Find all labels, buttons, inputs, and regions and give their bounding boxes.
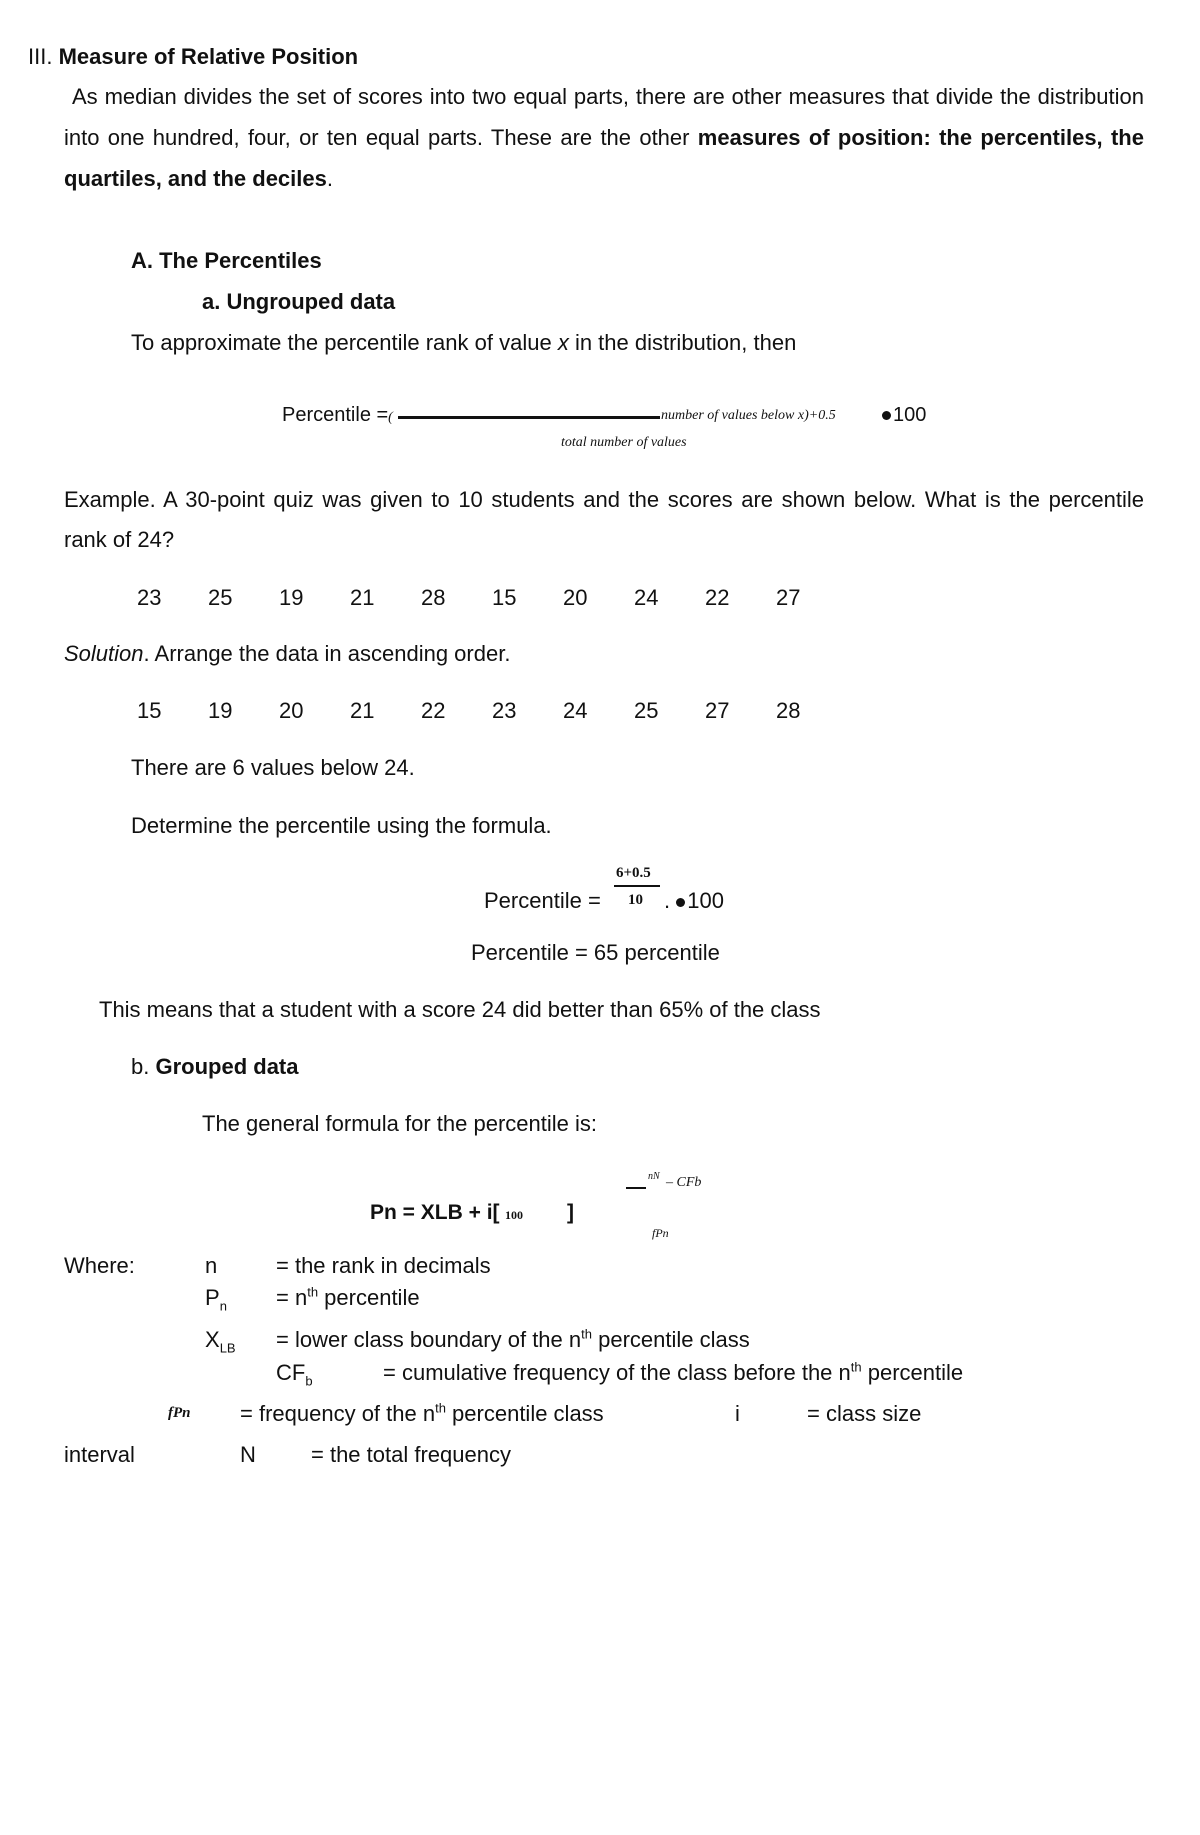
sorted-score: 22 <box>421 698 446 723</box>
solution-label: Solution <box>64 641 144 666</box>
def-N-text: = the total frequency <box>311 1442 511 1467</box>
approx-post: in the distribution, then <box>574 330 797 355</box>
score: 24 <box>634 585 659 610</box>
sorted-score: 25 <box>634 698 659 723</box>
approx-text <box>131 332 796 354</box>
intro-paragraph <box>64 76 1144 199</box>
grouped-fraction-bar <box>626 1187 646 1189</box>
cfb-letters: CF <box>276 1360 306 1385</box>
calc-fraction-bar <box>614 885 660 887</box>
calc-lhs: Percentile = <box>484 888 601 913</box>
formula-denominator: total number of values <box>561 435 687 450</box>
def-cfb-symbol <box>276 1360 313 1389</box>
calc-sep: . <box>664 888 671 913</box>
grouped-heading-text: Grouped data <box>155 1054 299 1079</box>
sorted-score: 19 <box>208 698 233 723</box>
score: 19 <box>279 585 304 610</box>
def-pn-text <box>276 1284 420 1310</box>
grouped-denominator: fPn <box>652 1226 669 1240</box>
grouped-heading <box>131 1056 299 1078</box>
pn-def-pre: = n <box>276 1285 308 1310</box>
score: 15 <box>492 585 517 610</box>
sorted-score: 20 <box>279 698 304 723</box>
pn-letter: P <box>205 1285 220 1310</box>
score: 21 <box>350 585 375 610</box>
formula-paren: ( <box>388 410 393 425</box>
intro-bold: measures of position: the percentiles, the quartiles, and the deciles <box>64 125 1144 191</box>
multiply-dot-icon <box>676 898 685 907</box>
def-i-text: = class size <box>807 1401 922 1426</box>
formula-fraction-bar <box>398 416 660 419</box>
def-xlb-text <box>276 1326 750 1352</box>
intro-plain: As median divides the set of scores into two equal parts, there are other measures that divide the distribution into one hundred, four, or ten equal parts. These are the other <box>64 84 1144 150</box>
score: 27 <box>776 585 801 610</box>
where-label: Where: <box>64 1253 135 1278</box>
section-heading <box>28 46 358 68</box>
xlb-def-sup: th <box>581 1326 592 1342</box>
calc-denominator: 10 <box>628 892 643 908</box>
score: 25 <box>208 585 233 610</box>
approx-pre: To approximate the percentile rank of value <box>131 330 552 355</box>
xlb-def-post: percentile class <box>598 1327 750 1352</box>
score: 20 <box>563 585 588 610</box>
def-pn-symbol <box>205 1285 227 1314</box>
formula-numerator: number of values below x)+0.5 <box>661 408 836 423</box>
ungrouped-heading: a. Ungrouped data <box>202 289 396 314</box>
def-interval-word: interval <box>64 1442 135 1467</box>
calc-result: Percentile = 65 percentile <box>471 940 720 965</box>
cfb-def-sup: th <box>850 1359 862 1375</box>
xlb-letter: X <box>205 1327 220 1352</box>
fpn-def-post: percentile class <box>452 1401 604 1426</box>
cfb-subscript: b <box>305 1373 313 1389</box>
section-number: III. <box>28 44 53 69</box>
fpn-def-sup: th <box>435 1400 446 1416</box>
solution-line <box>64 643 510 665</box>
pn-subscript: n <box>219 1298 227 1314</box>
def-cfb-text <box>383 1359 964 1385</box>
grouped-numerator-rest: – CFb <box>666 1175 702 1190</box>
fpn-def-pre: = frequency of the n <box>240 1401 436 1426</box>
grouped-close: ] <box>567 1201 574 1224</box>
solution-text: . Arrange the data in ascending order. <box>143 641 511 666</box>
grouped-hundred: 100 <box>505 1208 523 1222</box>
meaning-text: This means that a student with a score 24 did better than 65% of the class <box>99 997 821 1022</box>
def-N-symbol: N <box>240 1442 256 1467</box>
score: 23 <box>137 585 162 610</box>
pn-def-post: percentile <box>324 1285 420 1310</box>
percentiles-heading: A. The Percentiles <box>131 248 322 273</box>
grouped-heading-prefix: b. <box>131 1054 150 1079</box>
calc-multiplier-value: 100 <box>687 888 724 913</box>
calc-numerator: 6+0.5 <box>616 865 651 881</box>
score: 28 <box>421 585 446 610</box>
formula-lhs <box>282 405 393 425</box>
score: 22 <box>705 585 730 610</box>
section-title: Measure of Relative Position <box>58 44 359 69</box>
formula-multiplier-value: 100 <box>893 404 927 426</box>
xlb-def-pre: = lower class boundary of the n <box>276 1327 582 1352</box>
general-formula-text: The general formula for the percentile is: <box>202 1111 597 1136</box>
approx-var: x <box>557 330 569 355</box>
formula-multiplier <box>882 405 926 425</box>
xlb-subscript: LB <box>219 1340 236 1356</box>
sorted-score: 24 <box>563 698 588 723</box>
sorted-score: 23 <box>492 698 517 723</box>
cfb-def-pre: = cumulative frequency of the class before the n <box>383 1360 851 1385</box>
formula-lhs-text: Percentile = <box>282 404 389 426</box>
def-fpn-text <box>240 1400 604 1426</box>
def-i-symbol: i <box>735 1401 740 1426</box>
pn-def-sup: th <box>307 1284 319 1300</box>
example-question: Example. A 30-point quiz was given to 10 students and the scores are shown below. What is the percentile rank of 24? <box>64 487 1144 552</box>
sorted-score: 21 <box>350 698 375 723</box>
determine-text: Determine the percentile using the formula. <box>131 813 552 838</box>
grouped-numerator-top: nN <box>648 1171 660 1182</box>
sorted-score: 27 <box>705 698 730 723</box>
def-fpn-symbol: fPn <box>168 1405 191 1421</box>
def-n-text: = the rank in decimals <box>276 1253 491 1278</box>
def-xlb-symbol <box>205 1327 236 1356</box>
cfb-def-post: percentile <box>867 1360 964 1385</box>
calc-multiplier <box>664 890 724 912</box>
multiply-dot-icon <box>882 411 891 420</box>
below-note: There are 6 values below 24. <box>131 755 415 780</box>
sorted-score: 15 <box>137 698 162 723</box>
intro-end: . <box>326 166 333 191</box>
grouped-main: Pn = XLB + i[ <box>370 1201 500 1224</box>
sorted-score: 28 <box>776 698 801 723</box>
def-n-symbol: n <box>205 1253 218 1278</box>
